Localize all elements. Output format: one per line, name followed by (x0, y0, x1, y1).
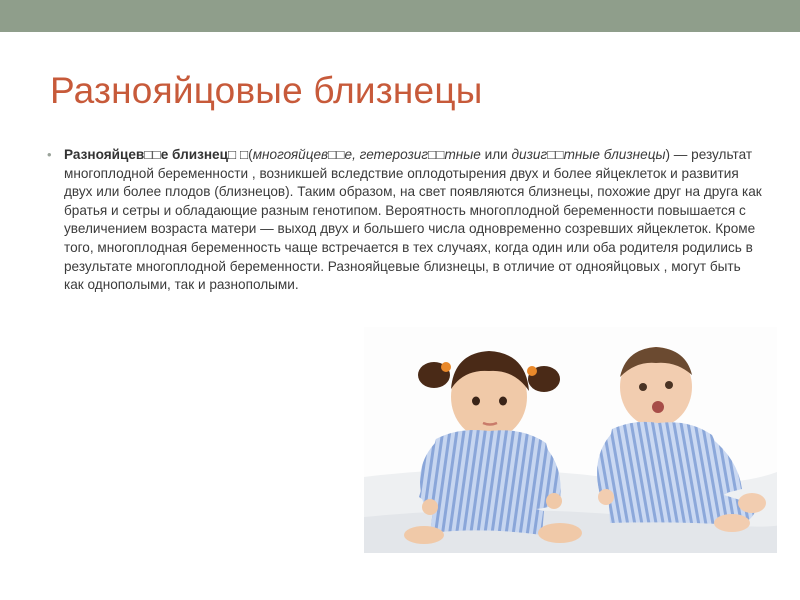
bullet-marker: • (47, 147, 52, 162)
alt-or: или (480, 147, 512, 162)
definition-paragraph (64, 146, 762, 295)
slide-title: Разнояйцовые близнецы (50, 70, 483, 111)
alt-close: ) — (665, 147, 688, 162)
alt-names-2: дизиг□□тные близнецы (511, 147, 666, 162)
alt-open: ( (248, 147, 253, 162)
alt-names-1: многояйцев□□е, гетерозиг□□тные (252, 147, 481, 162)
term-bold: Разнояйцев□□е близнец□ □ (64, 147, 249, 162)
paragraph-body: результат многоплодной беременности , возникшей вследствие оплодотырения двух и более яйцеклеток и развития двух или более плодов (близнецов). Таким образом, на свет появляются близнецы, похожие друг на друга как братья и сетры и обладающие разным генотипом. Вероятность многоплодной беременности повышается с увеличением возраста матери — выход двух и большего числа одновременно созревших яйцеклеток. Кроме того, многоплодная беременность чаще встречается в тех случаях, когда один или оба родителя родились в результате многоплодной беременности. Разнояйцевые близнецы, в отличие от однояйцовых , могут быть как однополыми, так и разнополыми. (64, 147, 762, 293)
top-band (0, 0, 800, 32)
slide-content (47, 146, 762, 295)
twins-photo (364, 327, 777, 553)
